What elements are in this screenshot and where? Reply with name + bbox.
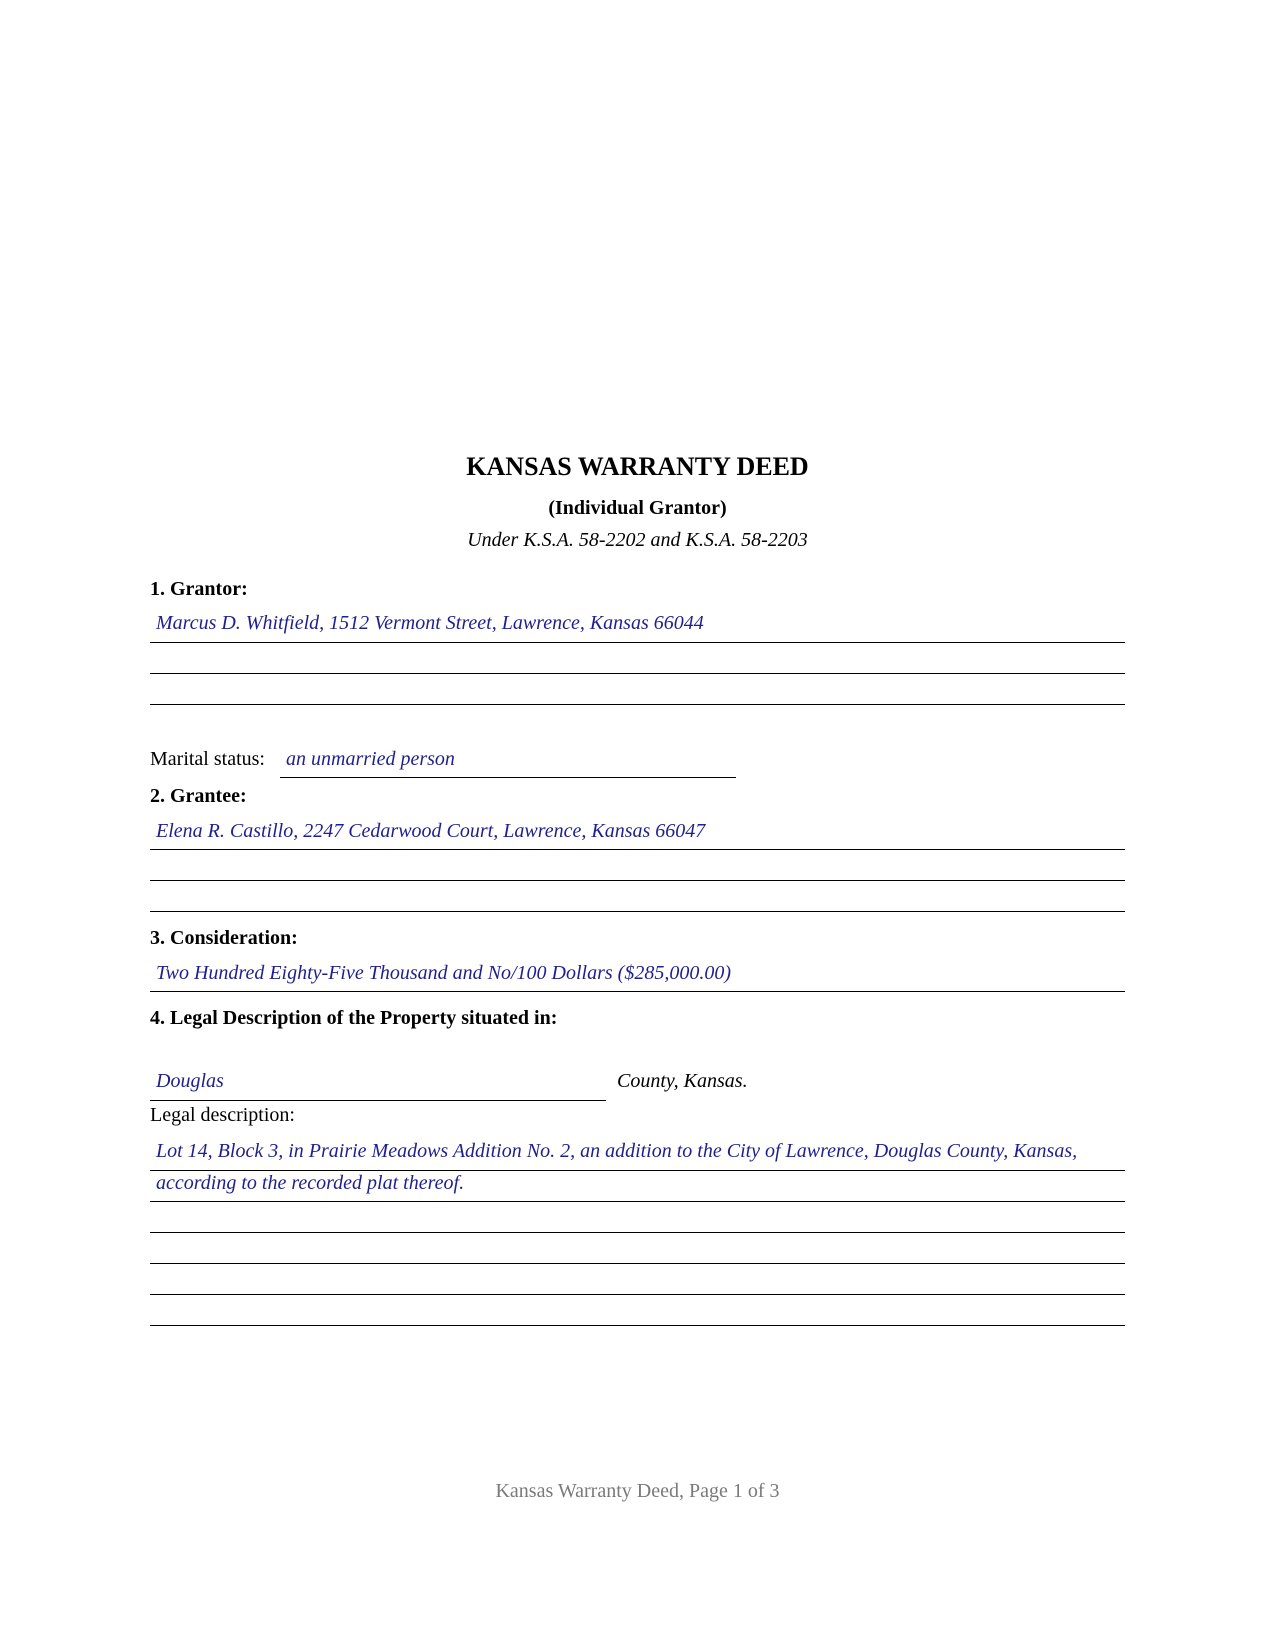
legal-line-4 — [150, 1263, 1125, 1264]
legal-line-2 — [150, 1201, 1125, 1202]
legal-description-line-2-text[interactable]: according to the recorded plat thereof. — [156, 1172, 465, 1194]
grantee-field[interactable]: Elena R. Castillo, 2247 Cedarwood Court, Lawrence, Kansas 66047 — [156, 820, 706, 842]
county-suffix: County, Kansas. — [617, 1070, 748, 1092]
grantor-line-2 — [150, 673, 1125, 674]
county-line — [150, 1100, 606, 1101]
grantee-line-1 — [150, 849, 1125, 850]
grantee-line-3 — [150, 911, 1125, 912]
marital-status-line — [280, 777, 736, 778]
county-field[interactable]: Douglas — [156, 1070, 224, 1092]
legal-line-3 — [150, 1232, 1125, 1233]
marital-status-label: Marital status: — [150, 748, 265, 770]
grantor-line-3 — [150, 704, 1125, 705]
grantee-heading: 2. Grantee: — [150, 785, 247, 807]
legal-line-5 — [150, 1294, 1125, 1295]
legal-description-heading: 4. Legal Description of the Property situated in: — [150, 1007, 558, 1029]
statute-reference: Under K.S.A. 58-2202 and K.S.A. 58-2203 — [467, 529, 808, 551]
document-subtitle: (Individual Grantor) — [548, 497, 727, 519]
grantor-field[interactable]: Marcus D. Whitfield, 1512 Vermont Street, Lawrence, Kansas 66044 — [156, 612, 704, 634]
legal-description-label: Legal description: — [150, 1104, 295, 1126]
marital-status-field[interactable]: an unmarried person — [286, 748, 455, 770]
grantor-heading: 1. Grantor: — [150, 578, 248, 600]
consideration-heading: 3. Consideration: — [150, 927, 298, 949]
legal-line-6 — [150, 1325, 1125, 1326]
consideration-field[interactable]: Two Hundred Eighty-Five Thousand and No/100 Dollars ($285,000.00) — [156, 962, 731, 984]
grantee-line-2 — [150, 880, 1125, 881]
document-title: KANSAS WARRANTY DEED — [466, 452, 809, 481]
page-footer: Kansas Warranty Deed, Page 1 of 3 — [495, 1480, 780, 1502]
consideration-line — [150, 991, 1125, 992]
legal-description-line-1-text[interactable]: Lot 14, Block 3, in Prairie Meadows Addition No. 2, an addition to the City of Lawrence, Douglas County, Kansas, — [156, 1140, 1078, 1162]
grantor-line-1 — [150, 642, 1125, 643]
